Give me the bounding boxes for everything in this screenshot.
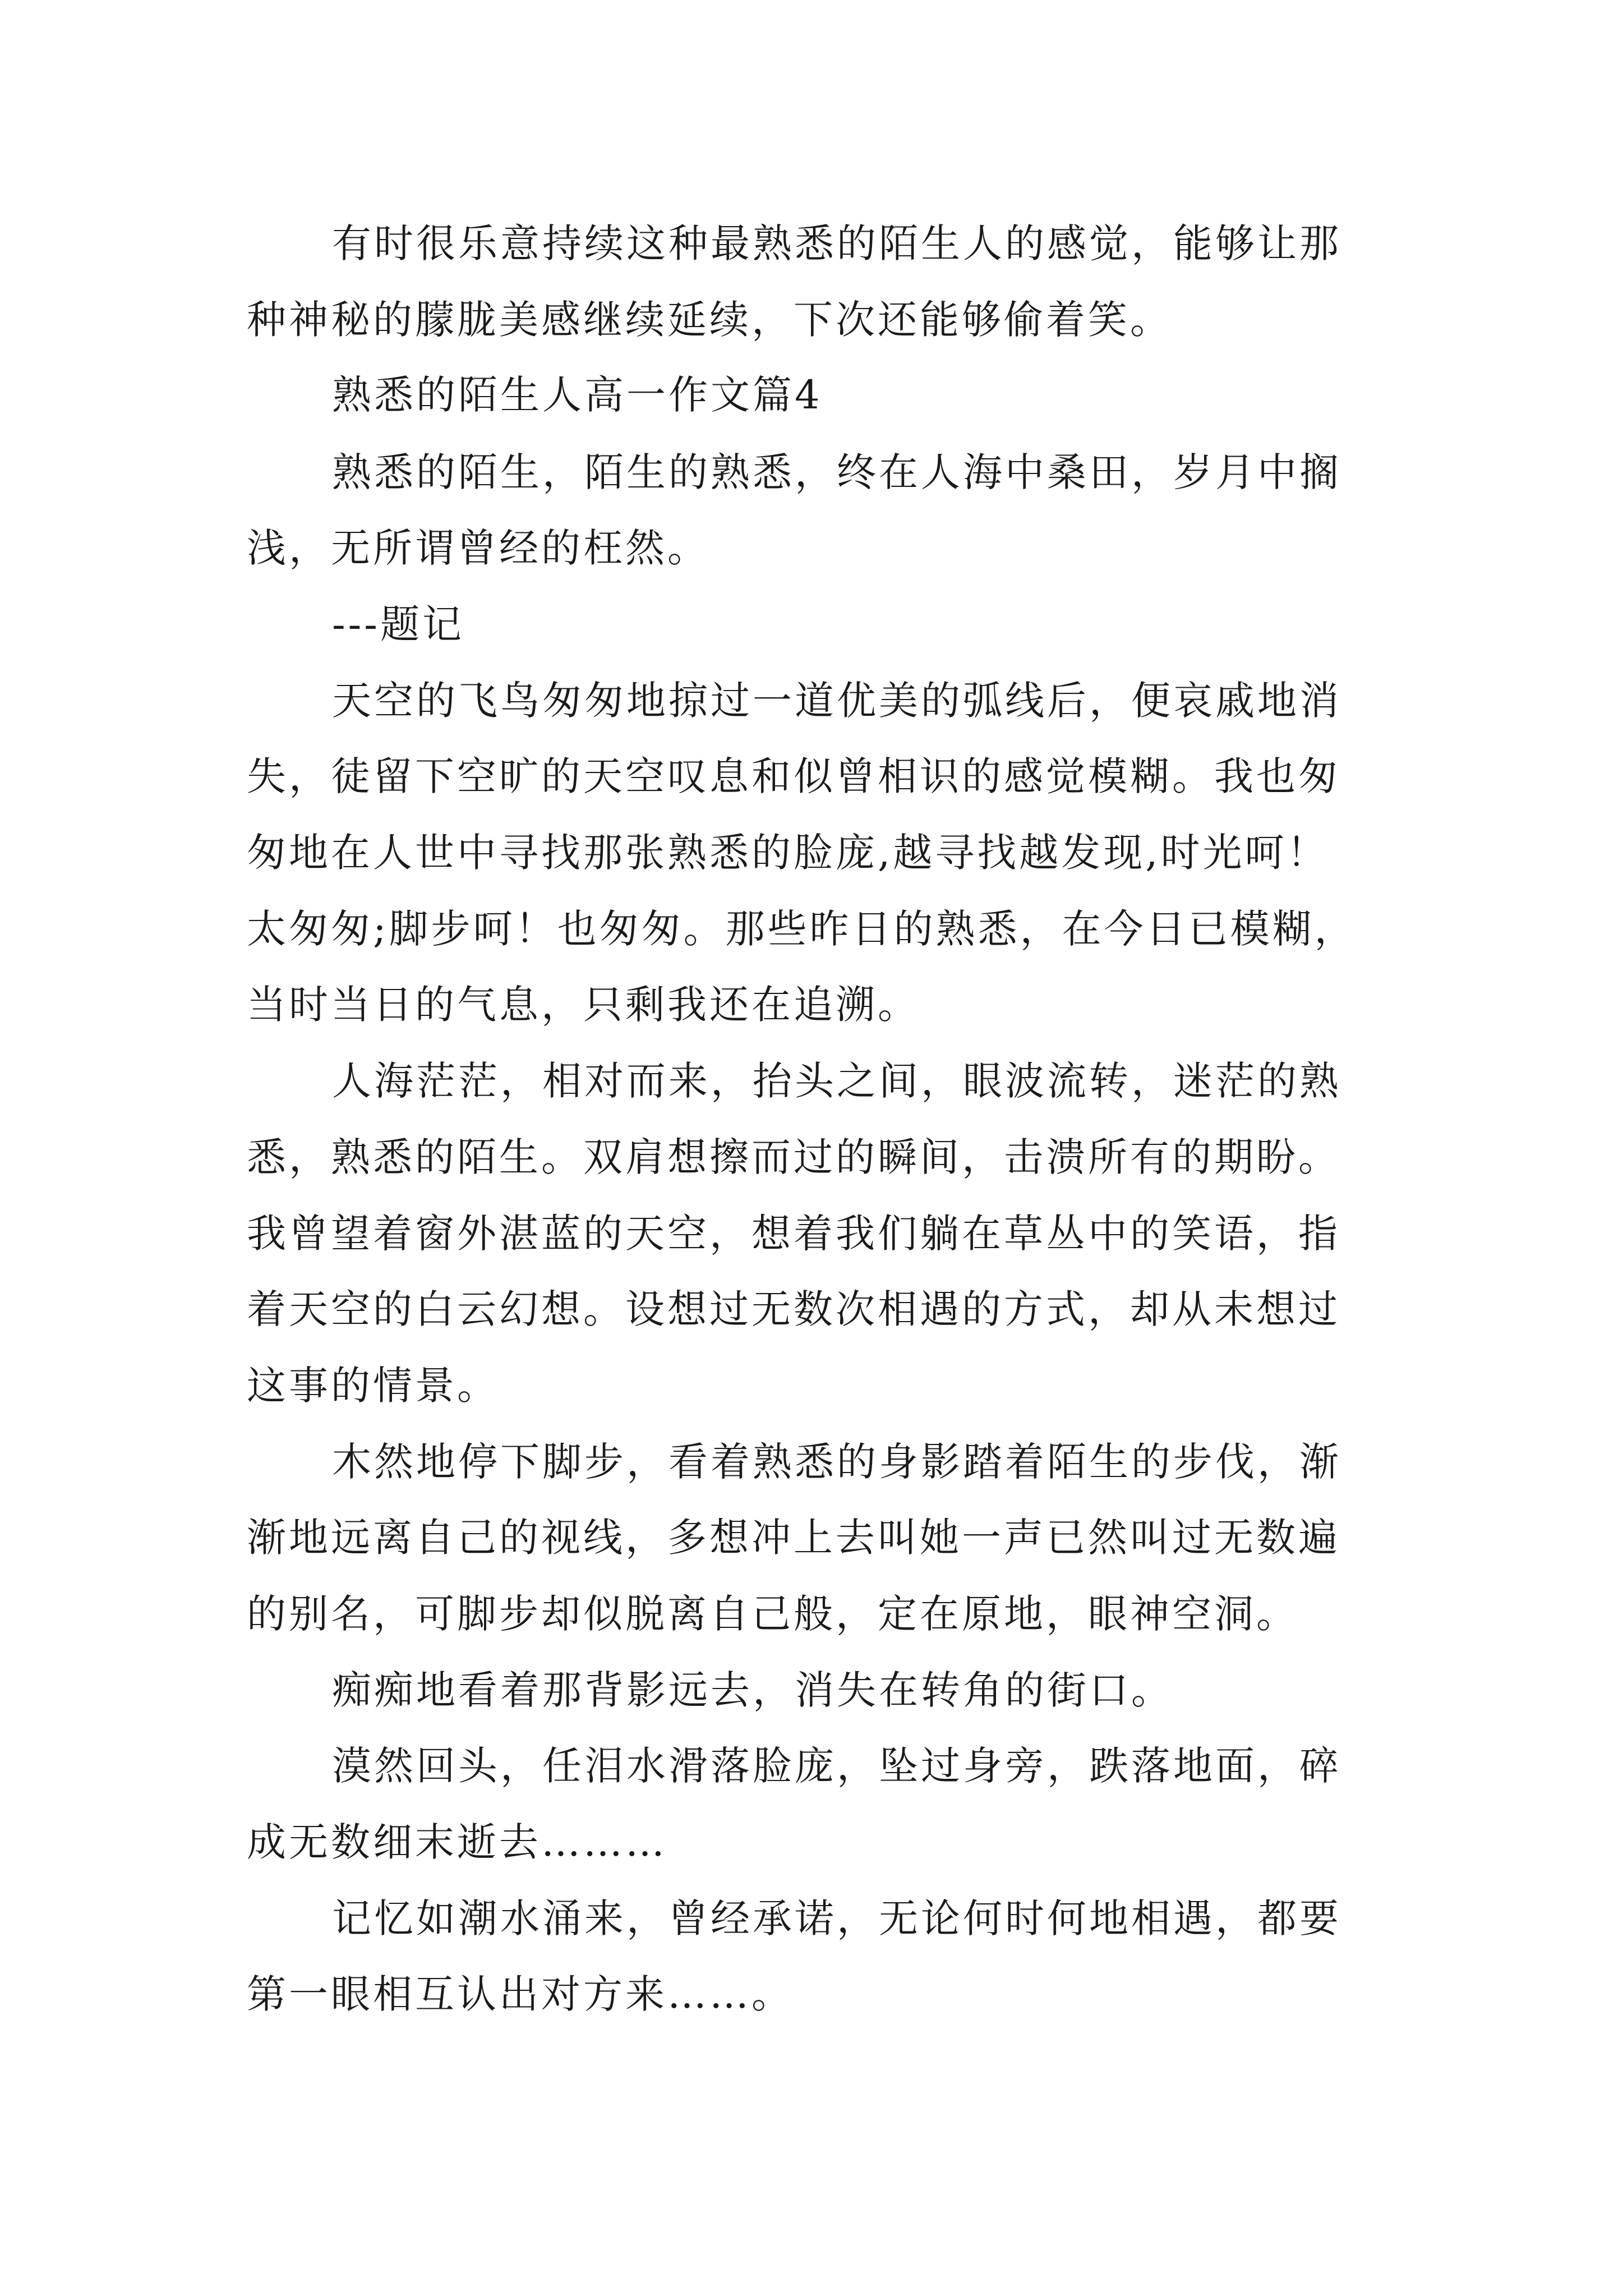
text-line: 我曾望着窗外湛蓝的天空，想着我们躺在草丛中的笑语，指 — [247, 1211, 1340, 1257]
text-line: 悉，熟悉的陌生。双肩想擦而过的瞬间，击溃所有的期盼。 — [247, 1134, 1340, 1180]
text-line: 成无数细末逝去……… — [247, 1819, 667, 1865]
text-line: 熟悉的陌生，陌生的熟悉，终在人海中桑田，岁月中搁 — [332, 449, 1341, 495]
text-line: 有时很乐意持续这种最熟悉的陌生人的感觉，能够让那 — [332, 220, 1341, 266]
text-line: 浅，无所谓曾经的枉然。 — [247, 525, 709, 571]
text-line: 这事的情景。 — [247, 1363, 499, 1409]
text-line: 天空的飞鸟匆匆地掠过一道优美的弧线后，便哀戚地消 — [332, 678, 1341, 724]
text-line: 记忆如潮水涌来，曾经承诺，无论何时何地相遇，都要 — [332, 1895, 1341, 1941]
section-heading: 熟悉的陌生人高一作文篇4 — [332, 372, 823, 418]
text-line: 种神秘的朦胧美感继续延续，下次还能够偷着笑。 — [247, 297, 1172, 343]
text-line: 漠然回头，任泪水滑落脸庞，坠过身旁，跌落地面，碎 — [332, 1743, 1341, 1789]
text-line: 渐地远离自己的视线，多想冲上去叫她一声已然叫过无数遍 — [247, 1515, 1340, 1561]
text-line: 木然地停下脚步，看着熟悉的身影踏着陌生的步伐，渐 — [332, 1439, 1341, 1485]
text-line: 失，徒留下空旷的天空叹息和似曾相识的感觉模糊。我也匆 — [247, 753, 1340, 799]
text-line: 匆地在人世中寻找那张熟悉的脸庞,越寻找越发现,时光呵！ — [247, 830, 1329, 876]
text-line: 着天空的白云幻想。设想过无数次相遇的方式，却从未想过 — [247, 1286, 1340, 1332]
text-line: 当时当日的气息，只剩我还在追溯。 — [247, 982, 920, 1028]
text-line: 人海茫茫，相对而来，抬头之间，眼波流转，迷茫的熟 — [332, 1058, 1341, 1104]
text-line: 第一眼相互认出对方来……。 — [247, 1971, 794, 2017]
text-line: 的别名，可脚步却似脱离自己般，定在原地，眼神空洞。 — [247, 1591, 1298, 1637]
text-line: 痴痴地看着那背影远去，消失在转角的街口。 — [332, 1667, 1173, 1713]
text-line: 太匆匆;脚步呵！也匆匆。那些昨日的熟悉，在今日已模糊， — [247, 906, 1357, 952]
epigraph-attribution: ---题记 — [332, 601, 464, 647]
